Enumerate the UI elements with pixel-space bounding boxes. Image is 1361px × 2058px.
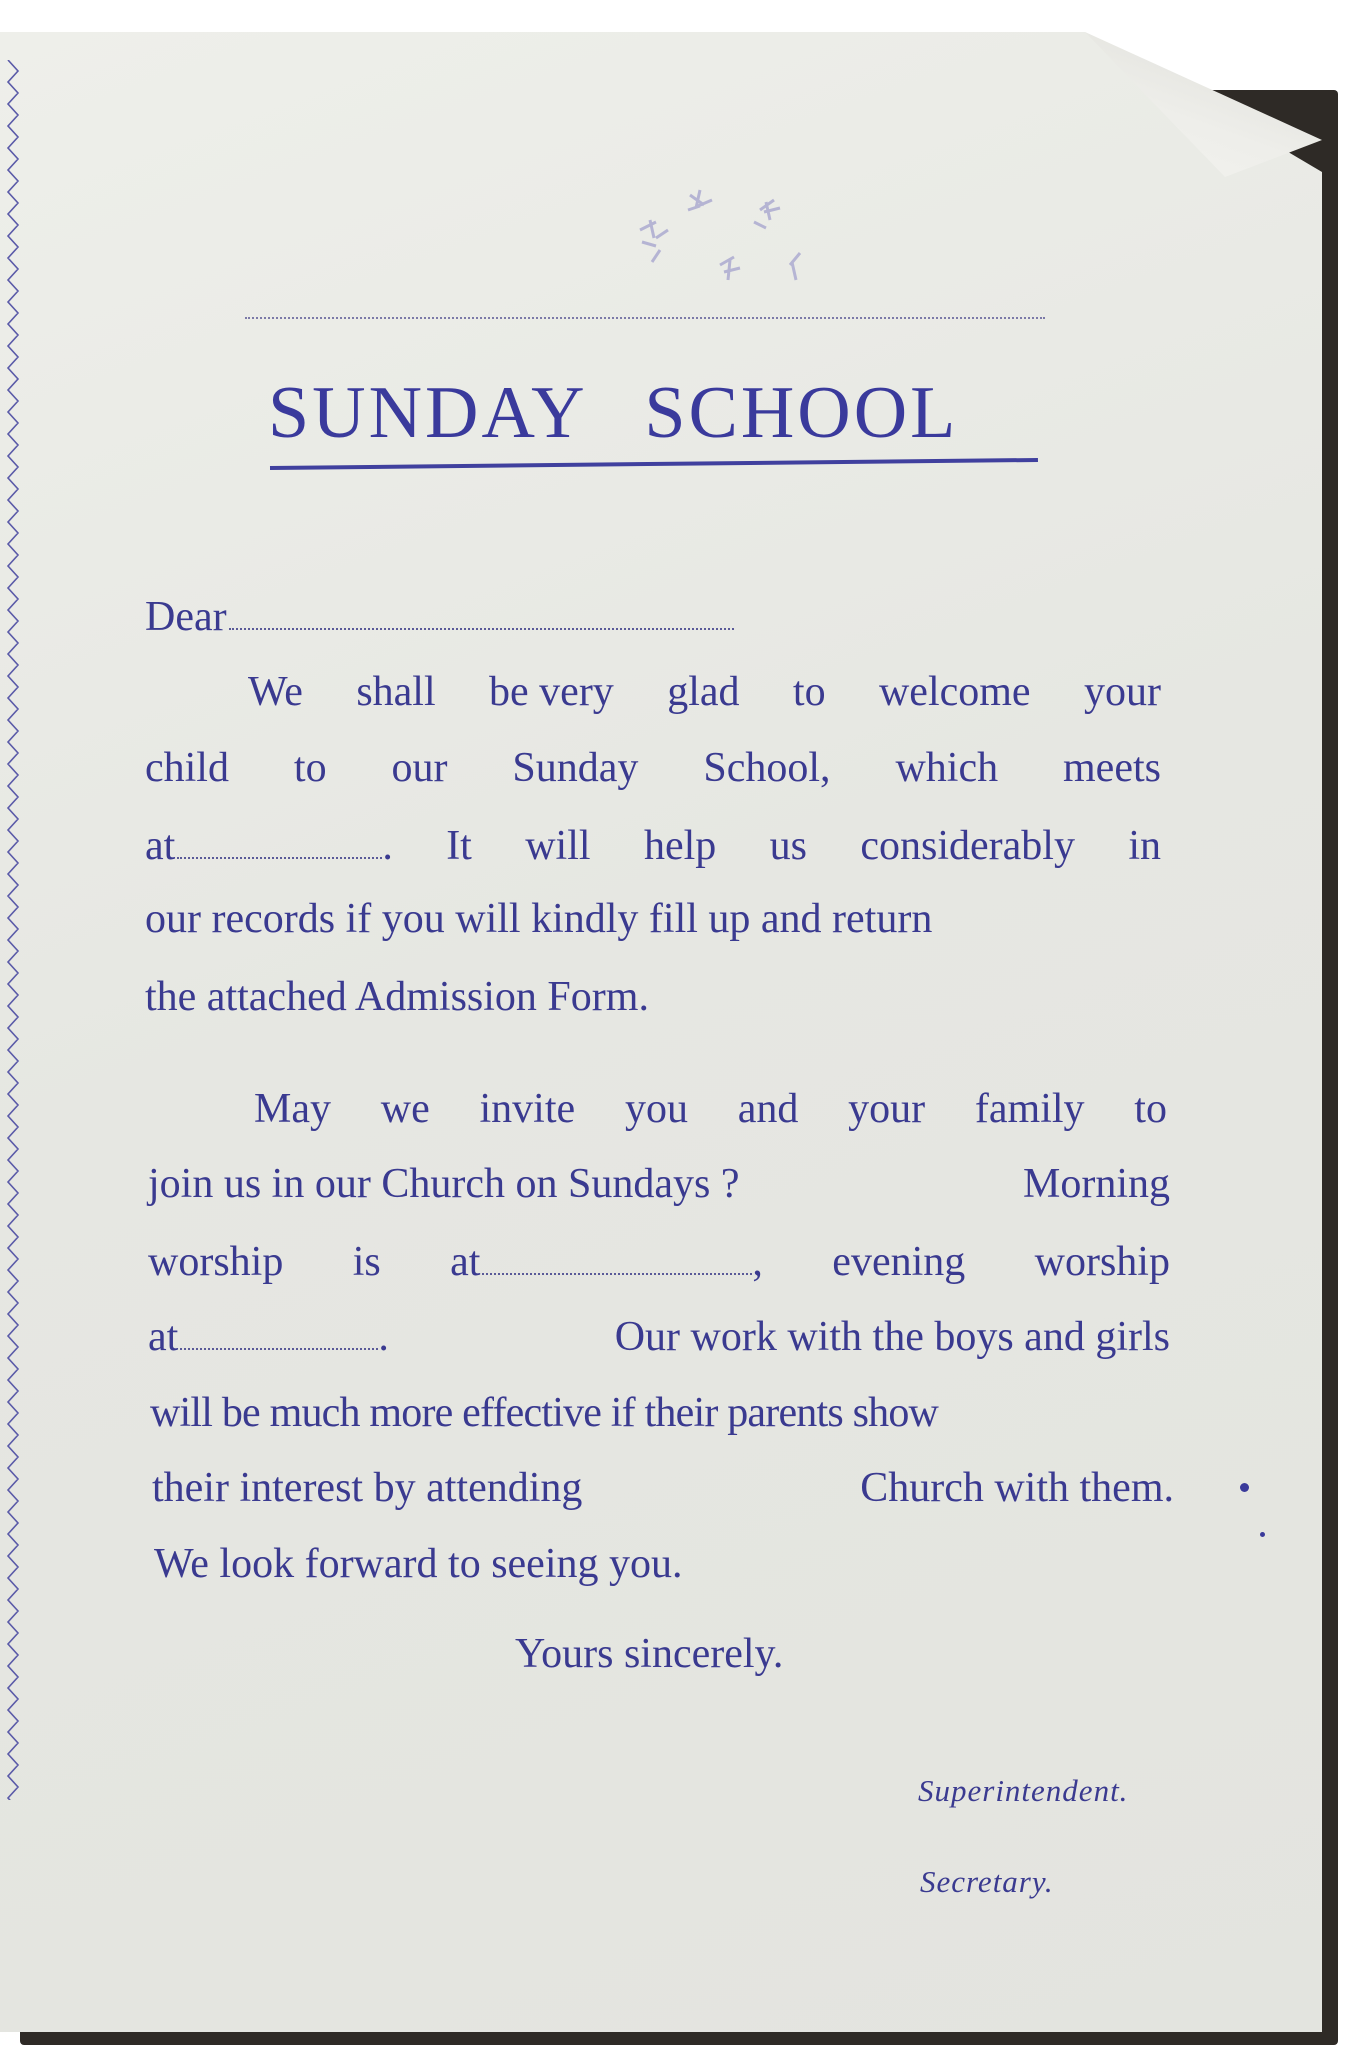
word: invite	[479, 1086, 576, 1132]
word: May	[254, 1086, 331, 1132]
word: you	[624, 1086, 688, 1132]
paragraph-1-line-2	[145, 747, 1161, 789]
name-blank[interactable]	[229, 628, 734, 630]
word: our	[391, 745, 448, 791]
salutation-line	[145, 596, 734, 638]
word: at	[450, 1239, 481, 1285]
paragraph-2-line-7	[154, 1543, 683, 1585]
word: we	[380, 1086, 430, 1132]
word: and	[737, 1086, 799, 1132]
paragraph-2-line-4	[148, 1316, 1170, 1358]
word: be very	[489, 669, 614, 715]
line-text: the attached Admission Form.	[145, 974, 649, 1020]
page-title: SUNDAY SCHOOL	[268, 372, 959, 454]
word: to	[1134, 1086, 1167, 1132]
word: your	[848, 1086, 926, 1132]
salutation-text: Dear	[145, 594, 227, 640]
word: worship	[1034, 1239, 1170, 1285]
evening-time-group	[148, 1316, 389, 1358]
word: We	[248, 669, 303, 715]
paragraph-2-line-2	[148, 1163, 1170, 1205]
word: family	[974, 1086, 1085, 1132]
word: which	[895, 745, 999, 791]
letter-sheet	[0, 32, 1322, 2032]
word: Morning	[1023, 1161, 1170, 1207]
word: to	[792, 669, 826, 715]
evening-worship-time-blank[interactable]	[180, 1348, 378, 1350]
word: child	[145, 745, 229, 791]
paragraph-2-line-1	[254, 1088, 1167, 1130]
word: help	[643, 823, 717, 869]
line-text: Church with them.	[860, 1465, 1174, 1511]
line-text: Our work with the boys and girls	[614, 1314, 1170, 1360]
morning-worship-time-blank[interactable]	[482, 1273, 752, 1275]
morning-time-group	[450, 1241, 763, 1283]
ink-dot	[1240, 1483, 1249, 1492]
superintendent-signature-label: Superintendent.	[918, 1773, 1129, 1808]
line-text: will be much more effective if their parents show	[150, 1390, 939, 1436]
word: meets	[1063, 745, 1161, 791]
paragraph-1-line-1	[248, 671, 1161, 713]
word: is	[352, 1239, 381, 1285]
line-text: We look forward to seeing you.	[154, 1541, 683, 1587]
word: considerably	[860, 823, 1075, 869]
word: to	[293, 745, 327, 791]
punctuation: ,	[752, 1239, 763, 1285]
paragraph-2-line-3	[148, 1241, 1170, 1283]
ink-dot	[1260, 1532, 1265, 1537]
perforated-edge	[4, 60, 34, 1800]
ink-stamp-mark	[620, 170, 820, 300]
word: evening	[832, 1239, 966, 1285]
word: shall	[356, 669, 436, 715]
word: at	[148, 1314, 179, 1360]
word: welcome	[878, 669, 1031, 715]
punctuation: .	[382, 823, 393, 869]
word: will	[525, 823, 591, 869]
top-dotted-rule	[245, 317, 1045, 319]
word: It	[446, 823, 472, 869]
secretary-signature-label: Secretary.	[920, 1864, 1054, 1899]
paragraph-2-line-6	[152, 1467, 1174, 1509]
paragraph-1-line-3	[145, 825, 1161, 867]
word: worship	[148, 1239, 284, 1285]
paragraph-2-line-5	[150, 1392, 1172, 1434]
word: us	[769, 823, 807, 869]
meeting-time-blank[interactable]	[177, 857, 382, 859]
word: in	[1128, 823, 1161, 869]
paragraph-1-line-5	[145, 976, 649, 1018]
word: Sunday	[512, 745, 639, 791]
line-text: their interest by attending	[152, 1465, 583, 1511]
line-text: join us in our Church on Sundays ?	[148, 1161, 740, 1207]
meeting-time-group	[145, 825, 393, 867]
line-text: our records if you will kindly fill up and return	[145, 896, 933, 942]
word: School,	[703, 745, 831, 791]
closing-line: Yours sincerely.	[515, 1631, 784, 1677]
word: at	[145, 823, 176, 869]
word: your	[1083, 669, 1161, 715]
word: glad	[667, 669, 740, 715]
paragraph-1-line-4	[145, 898, 1161, 940]
punctuation: .	[378, 1314, 389, 1360]
